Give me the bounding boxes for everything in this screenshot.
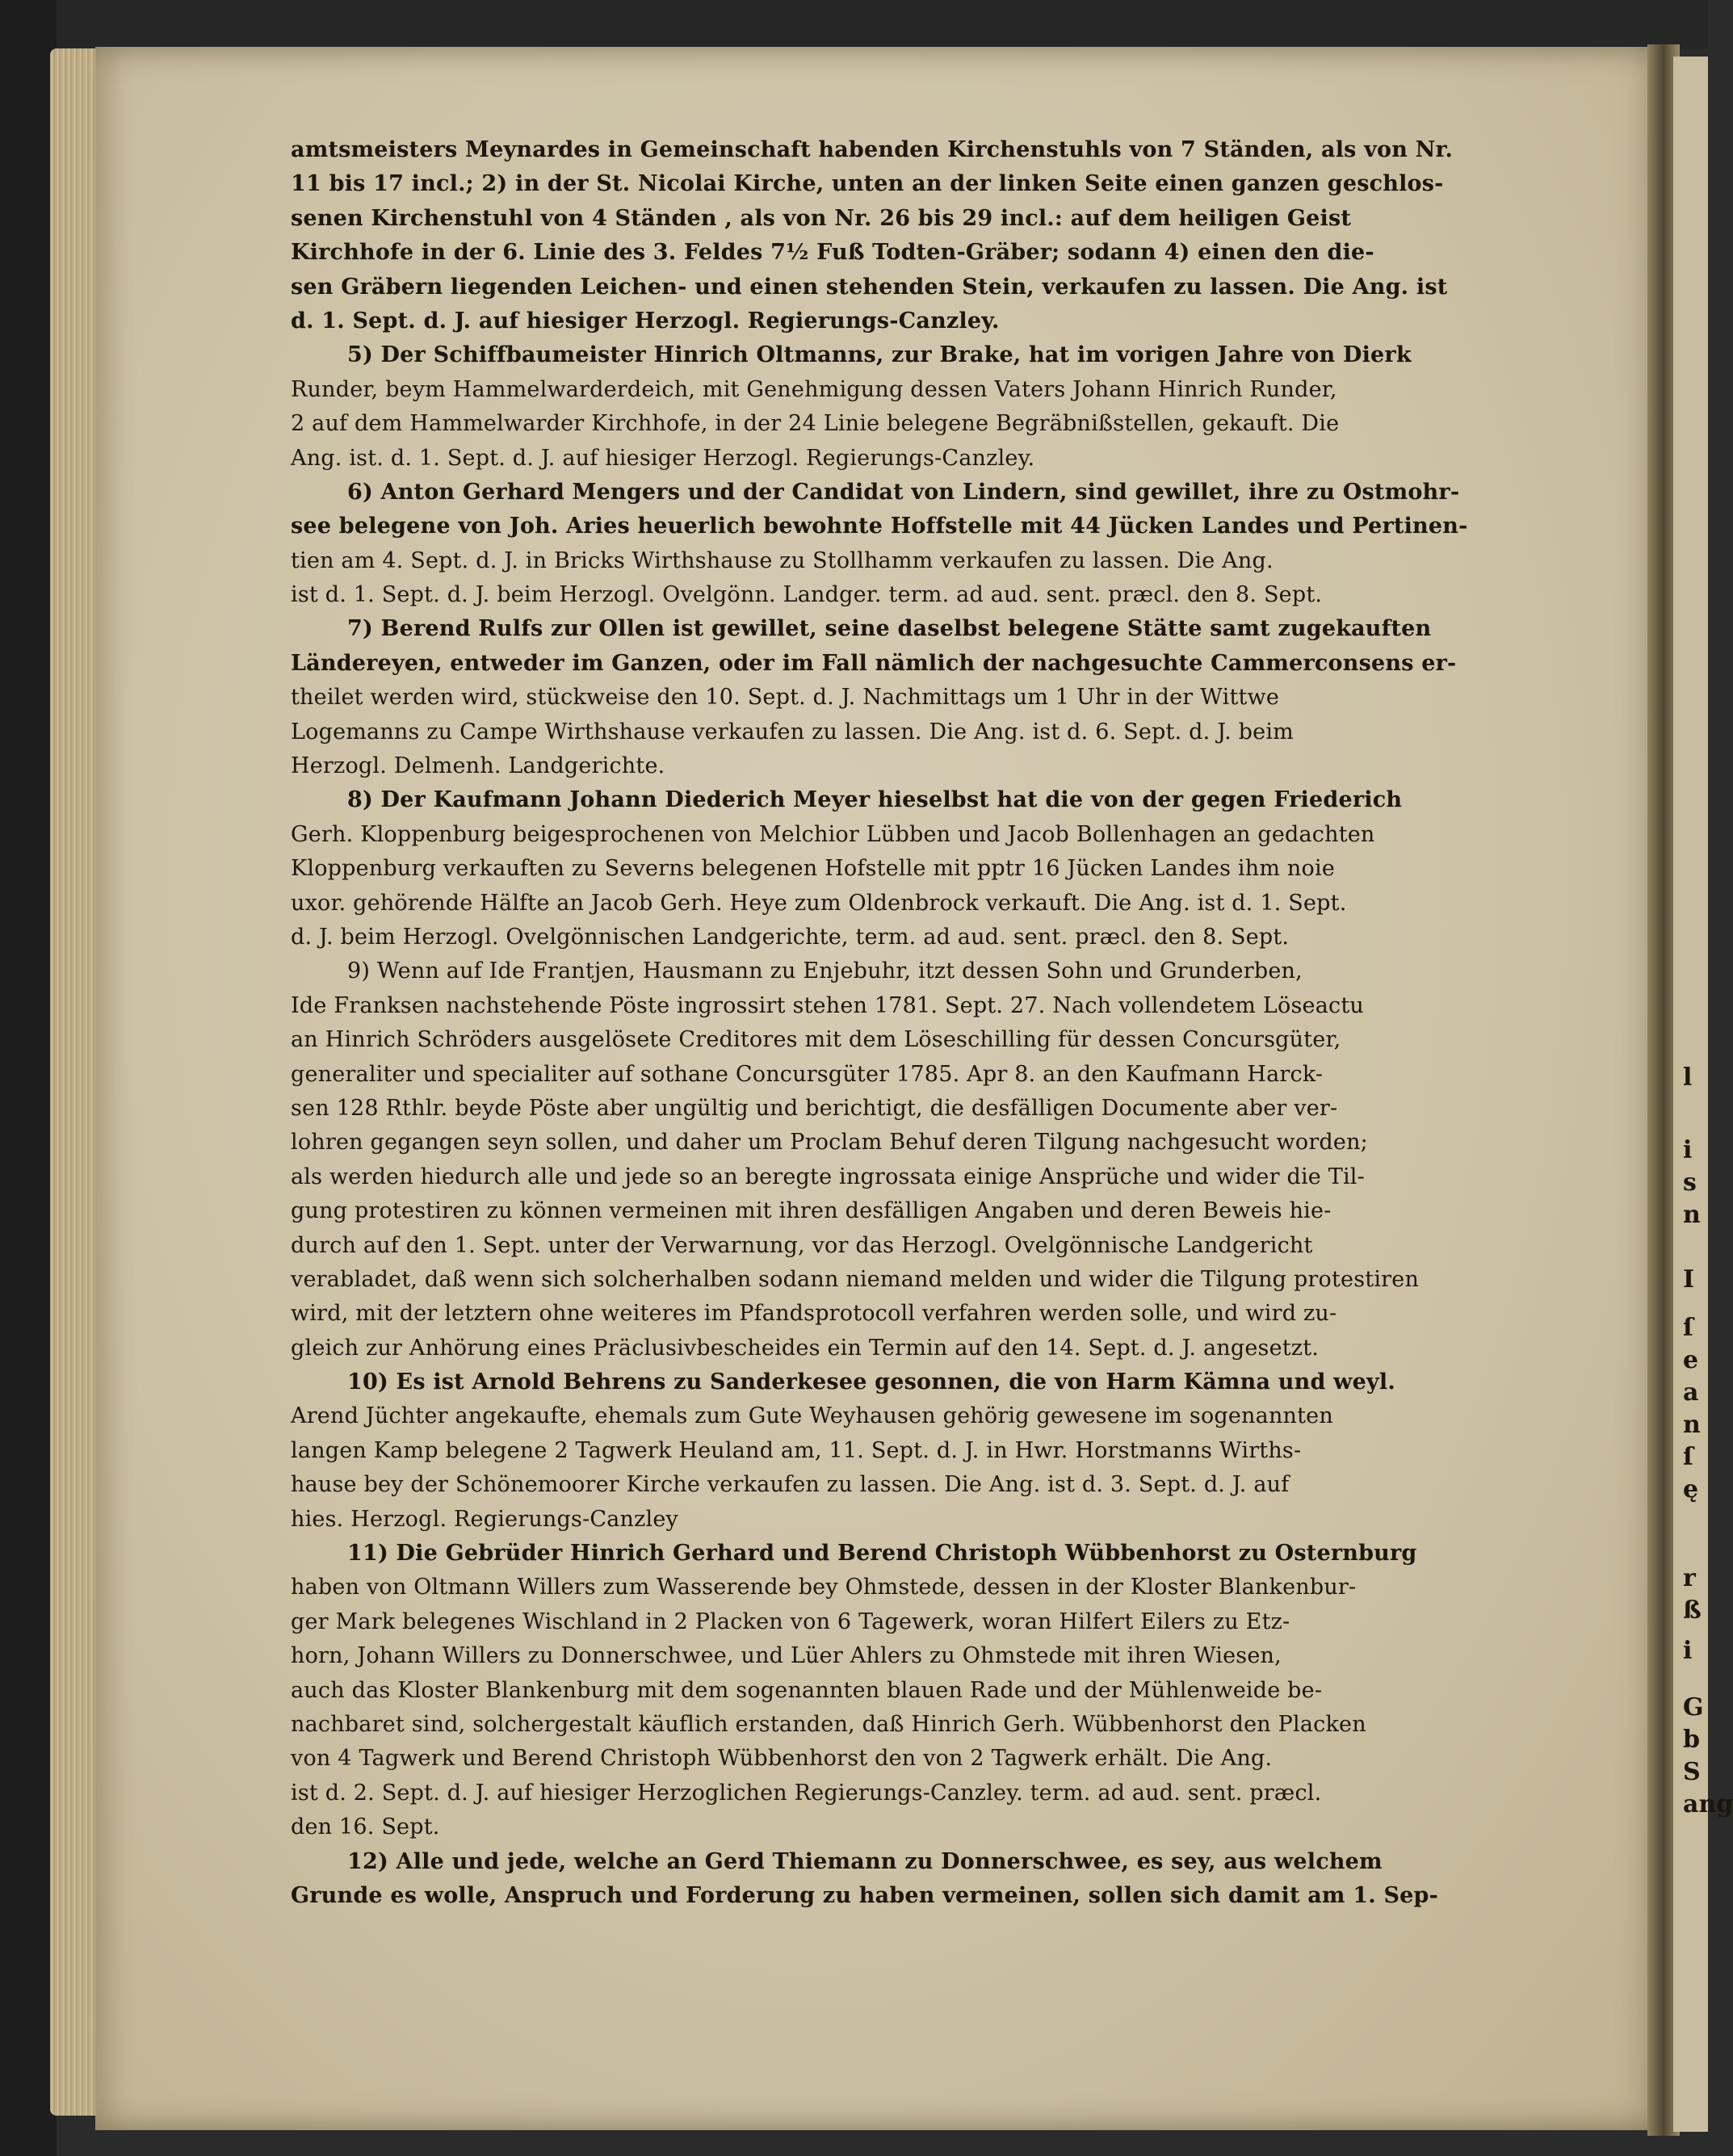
text-line: d. 1. Sept. d. J. auf hiesiger Herzogl. Regierungs-Canzley. [291, 308, 1000, 333]
next-page-fragment: r [1683, 1564, 1696, 1592]
text-line: 6) Anton Gerhard Mengers und der Candidat von Lindern, sind gewillet, ihre zu Ostmohr- [347, 479, 1460, 505]
text-line: gung protestiren zu können vermeinen mit ihren desfälligen Angaben und deren Beweis hie- [291, 1198, 1332, 1224]
scanner-background-top [0, 0, 1708, 48]
text-line: Ländereyen, entweder im Ganzen, oder im Fall nämlich der nachgesuchte Cammerconsens er- [291, 650, 1457, 676]
text-line: sen Gräbern liegenden Leichen- und einen stehenden Stein, verkaufen zu lassen. Die Ang. ist [291, 274, 1448, 300]
text-line: sen 128 Rthlr. beyde Pöste aber ungültig und berichtigt, die desfälligen Documente aber ver- [291, 1095, 1338, 1121]
text-line: amtsmeisters Meynardes in Gemeinschaft habenden Kirchenstuhls von 7 Ständen, als von Nr. [291, 137, 1454, 162]
scanner-background-left [0, 0, 57, 2156]
text-line: 2 auf dem Hammelwarder Kirchhofe, in der 24 Linie belegene Begräbnißstellen, gekauft. Die [291, 411, 1340, 437]
text-line: an Hinrich Schröders ausgelösete Creditores mit dem Löseschilling für dessen Concursgüter, [291, 1027, 1341, 1053]
text-line: uxor. gehörende Hälfte an Jacob Gerh. Heye zum Oldenbrock verkauft. Die Ang. ist d. 1. Sept. [291, 890, 1347, 916]
next-page-fragment: b [1683, 1726, 1700, 1754]
text-line: von 4 Tagwerk und Berend Christoph Wübbenhorst den von 2 Tagwerk erhält. Die Ang. [291, 1746, 1273, 1772]
text-line: Ide Franksen nachstehende Pöste ingrossirt stehen 1781. Sept. 27. Nach vollendetem Löseactu [291, 992, 1364, 1018]
text-line: 9) Wenn auf Ide Frantjen, Hausmann zu Enjebuhr, itzt dessen Sohn und Grunderben, [347, 958, 1303, 984]
next-page-fragment: S [1683, 1758, 1701, 1786]
next-page-fragment: i [1683, 1637, 1693, 1665]
text-line: den 16. Sept. [291, 1814, 440, 1840]
text-line: ist d. 2. Sept. d. J. auf hiesiger Herzoglichen Regierungs-Canzley. term. ad aud. sent. præcl. [291, 1780, 1322, 1806]
text-line: ger Mark belegenes Wischland in 2 Placken von 6 Tagewerk, woran Hilfert Eilers zu Etz- [291, 1609, 1290, 1634]
text-line: verabladet, daß wenn sich solcherhalben sodann niemand melden und wider die Tilgung protestiren [291, 1266, 1420, 1292]
text-line: d. J. beim Herzogl. Ovelgönnischen Landgerichte, term. ad aud. sent. præcl. den 8. Sept. [291, 924, 1290, 950]
next-page-fragment: G [1683, 1693, 1704, 1722]
text-line: nachbaret sind, solchergestalt käuflich erstanden, daß Hinrich Gerh. Wübbenhorst den Placken [291, 1711, 1366, 1737]
text-line: langen Kamp belegene 2 Tagwerk Heuland am, 11. Sept. d. J. in Hwr. Horstmanns Wirths- [291, 1437, 1302, 1463]
next-page-fragment: a [1683, 1378, 1699, 1407]
next-page-fragment: ſ [1683, 1443, 1693, 1471]
text-line: Ang. ist. d. 1. Sept. d. J. auf hiesiger Herzogl. Regierungs-Canzley. [291, 445, 1035, 471]
next-page-fragment: l [1683, 1063, 1693, 1092]
text-line: Arend Jüchter angekaufte, ehemals zum Gute Weyhausen gehörig gewesene im sogenannten [291, 1403, 1333, 1429]
next-page-fragment: ę [1683, 1475, 1699, 1504]
text-line: haben von Oltmann Willers zum Wasserende bey Ohmstede, dessen in der Kloster Blankenbur- [291, 1575, 1357, 1600]
next-page-sliver [1673, 57, 1733, 2132]
text-line: ist d. 1. Sept. d. J. beim Herzogl. Ovelgönn. Landger. term. ad aud. sent. præcl. den 8. Sept. [291, 582, 1323, 608]
text-line: lohren gegangen seyn sollen, und daher um Proclam Behuf deren Tilgung nachgesucht worden; [291, 1130, 1368, 1156]
next-page-fragment: n [1683, 1411, 1701, 1439]
next-page-fragment: I [1683, 1265, 1695, 1294]
text-line: senen Kirchenstuhl von 4 Ständen , als von Nr. 26 bis 29 incl.: auf dem heiligen Geist [291, 205, 1352, 231]
text-line: wird, mit der letztern ohne weiteres im Pfandsprotocoll verfahren werden solle, und wird zu- [291, 1301, 1337, 1327]
text-line: durch auf den 1. Sept. unter der Verwarnung, vor das Herzogl. Ovelgönnische Landgericht [291, 1232, 1313, 1258]
text-line: gleich zur Anhörung eines Präclusivbescheides ein Termin auf den 14. Sept. d. J. angesetzt. [291, 1335, 1320, 1361]
text-line: Gerh. Kloppenburg beigesprochenen von Melchior Lübben und Jacob Bollenhagen an gedachten [291, 821, 1375, 847]
next-page-fragment: e [1683, 1346, 1699, 1374]
text-line: 11) Die Gebrüder Hinrich Gerhard und Berend Christoph Wübbenhorst zu Osternburg [347, 1541, 1417, 1567]
text-line: Kloppenburg verkauften zu Severns belegenen Hofstelle mit pptr 16 Jücken Landes ihm noie [291, 856, 1335, 882]
next-page-fragment: s [1683, 1168, 1697, 1197]
text-line: generaliter und specialiter auf sothane Concursgüter 1785. Apr 8. an den Kaufmann Harck- [291, 1061, 1324, 1087]
text-line: 8) Der Kaufmann Johann Diederich Meyer hieselbst hat die von der gegen Friederich [347, 787, 1403, 813]
text-line: 12) Alle und jede, welche an Gerd Thiemann zu Donnerschwee, es sey, aus welchem [347, 1848, 1383, 1874]
text-line: Logemanns zu Campe Wirthshause verkaufen zu lassen. Die Ang. ist d. 6. Sept. d. J. beim [291, 719, 1294, 745]
text-line: Herzogl. Delmenh. Landgerichte. [291, 753, 665, 779]
next-page-fragment: ß [1683, 1596, 1702, 1625]
text-line: Runder, beym Hammelwarderdeich, mit Genehmigung dessen Vaters Johann Hinrich Runder, [291, 376, 1337, 402]
next-page-fragment: n [1683, 1201, 1701, 1229]
text-line: 11 bis 17 incl.; 2) in der St. Nicolai Kirche, unten an der linken Seite einen ganzen geschlos- [291, 171, 1444, 197]
text-line: 5) Der Schiffbaumeister Hinrich Oltmanns, zur Brake, hat im vorigen Jahre von Dierk [347, 342, 1412, 368]
text-line: hies. Herzogl. Regierungs-Canzley [291, 1506, 679, 1532]
text-line: see belegene von Joh. Aries heuerlich bewohnte Hoffstelle mit 44 Jücken Landes und Pertinen- [291, 514, 1468, 539]
text-line: Kirchhofe in der 6. Linie des 3. Feldes 7½ Fuß Todten-Gräber; sodann 4) einen den die- [291, 240, 1374, 266]
text-line: Grunde es wolle, Anspruch und Forderung zu haben vermeinen, sollen sich damit am 1. Sep- [291, 1882, 1439, 1908]
page-text [291, 133, 1631, 1913]
text-line: auch das Kloster Blankenburg mit dem sogenannten blauen Rade und der Mühlenweide be- [291, 1677, 1323, 1703]
text-line: hause bey der Schönemoorer Kirche verkaufen zu lassen. Die Ang. ist d. 3. Sept. d. J. auf [291, 1472, 1290, 1498]
text-line: horn, Johann Willers zu Donnerschwee, und Lüer Ahlers zu Ohmstede mit ihren Wiesen, [291, 1643, 1282, 1669]
next-page-fragment: i [1683, 1136, 1693, 1164]
next-page-fragment: ang [1683, 1790, 1733, 1818]
text-line: theilet werden wird, stückweise den 10. Sept. d. J. Nachmittags um 1 Uhr in der Wittwe [291, 685, 1280, 711]
next-page-fragment: ſ [1683, 1314, 1693, 1342]
text-line: tien am 4. Sept. d. J. in Bricks Wirthshause zu Stollhamm verkaufen zu lassen. Die Ang. [291, 547, 1274, 573]
text-line: 7) Berend Rulfs zur Ollen ist gewillet, seine daselbst belegene Stätte samt zugekauften [347, 616, 1432, 642]
text-line: 10) Es ist Arnold Behrens zu Sanderkesee gesonnen, die von Harm Kämna und weyl. [347, 1370, 1395, 1395]
text-line: als werden hiedurch alle und jede so an beregte ingrossata einige Ansprüche und wider die Til- [291, 1164, 1365, 1189]
